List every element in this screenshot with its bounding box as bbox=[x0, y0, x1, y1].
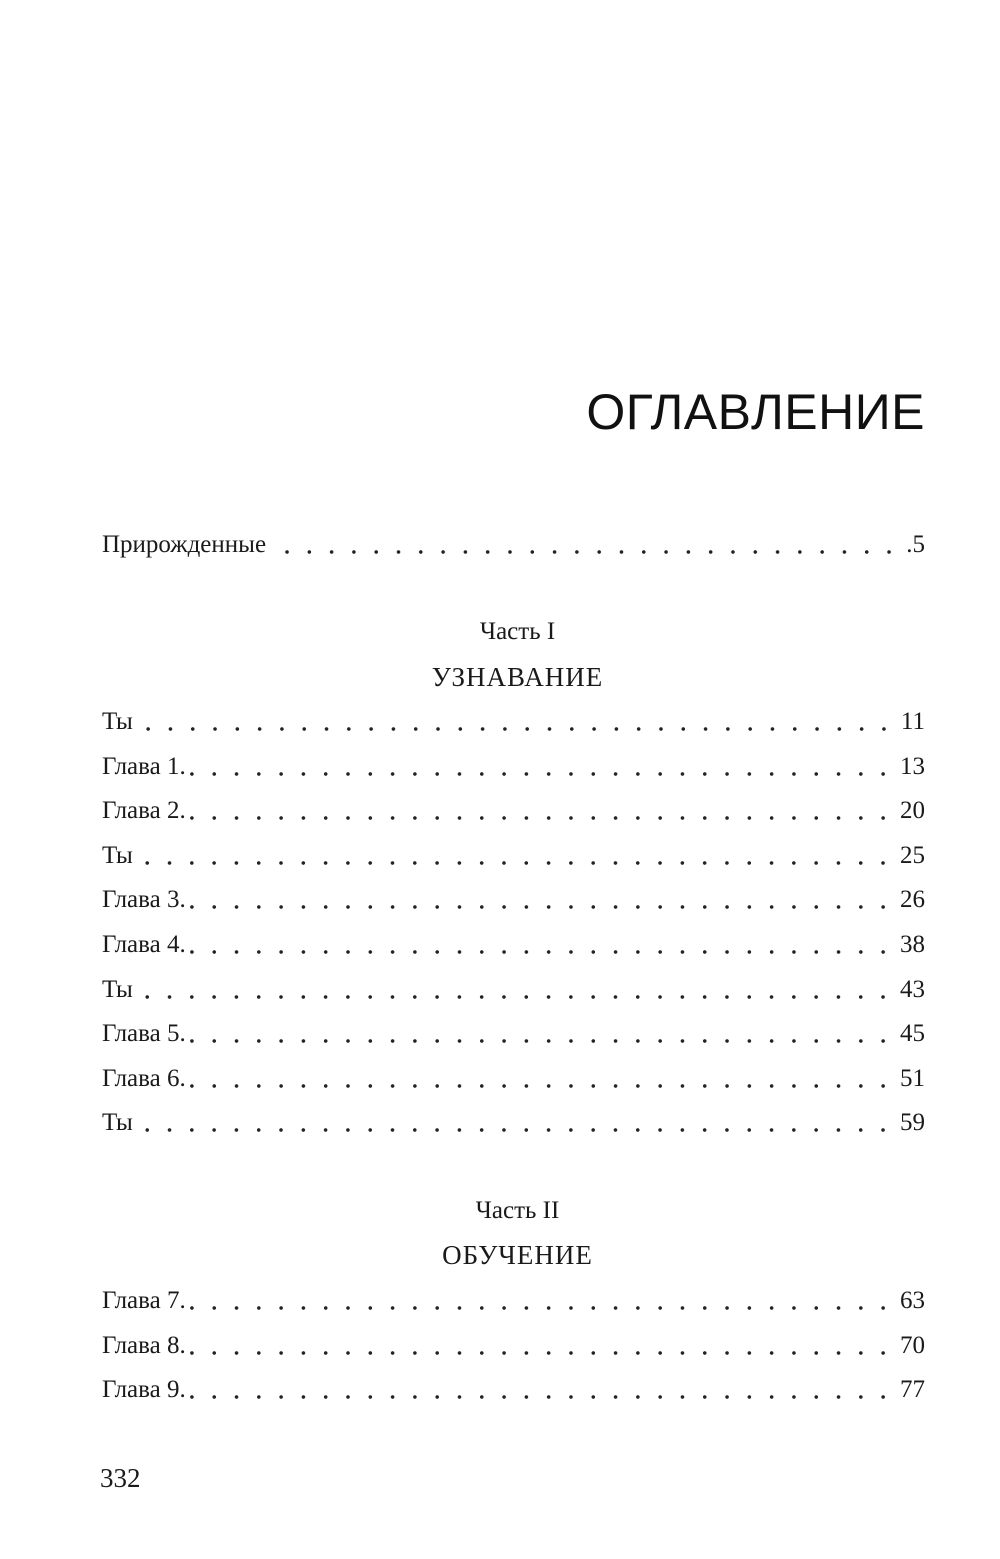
part-2-label: Часть II bbox=[475, 1197, 560, 1224]
dot-leader bbox=[186, 1373, 896, 1407]
dot-leader bbox=[186, 928, 896, 962]
toc-entry[interactable] bbox=[102, 973, 925, 1007]
toc-entry-label: Глава 9 bbox=[102, 1376, 180, 1404]
toc-entry-label: Ты bbox=[102, 708, 133, 735]
toc-entry-page: 38 bbox=[900, 931, 925, 958]
toc-entry-page: 11 bbox=[900, 708, 925, 735]
dot-leader bbox=[139, 973, 896, 1007]
toc-entry-page: 77 bbox=[900, 1376, 925, 1404]
toc-entry[interactable] bbox=[102, 1373, 925, 1407]
toc-entry[interactable] bbox=[102, 750, 925, 784]
toc-entry-page: 20 bbox=[900, 797, 925, 825]
dot-leader bbox=[186, 883, 896, 917]
dot-leader bbox=[139, 839, 896, 873]
toc-entry-page: 45 bbox=[900, 1020, 925, 1048]
label-period: . bbox=[179, 931, 186, 958]
toc-entry-page: 63 bbox=[900, 1287, 925, 1314]
toc-entry-label: Глава 3 bbox=[102, 886, 180, 914]
toc-entry[interactable] bbox=[102, 794, 925, 828]
label-period: . bbox=[179, 1020, 186, 1048]
dot-leader bbox=[186, 750, 896, 784]
part-1-label: Часть I bbox=[479, 618, 556, 645]
toc-entry[interactable] bbox=[102, 1284, 925, 1318]
toc-entry-page: 43 bbox=[900, 975, 925, 1003]
toc-entry[interactable] bbox=[102, 1017, 925, 1051]
toc-entry-label: Глава 2 bbox=[102, 797, 180, 825]
dot-leader bbox=[186, 1284, 896, 1318]
dot-leader bbox=[139, 1106, 896, 1140]
toc-entry-page: 51 bbox=[900, 1064, 925, 1092]
label-period: . bbox=[179, 1376, 186, 1404]
toc-entry-page: .5 bbox=[906, 531, 925, 558]
toc-entry-page: 25 bbox=[900, 841, 925, 869]
toc-entry-label: Глава 8 bbox=[102, 1331, 180, 1359]
dot-leader bbox=[186, 1017, 896, 1051]
dot-leader bbox=[186, 1062, 896, 1096]
dot-leader bbox=[186, 794, 896, 828]
toc-entry-label: Глава 1 bbox=[102, 752, 180, 780]
toc-entry-label: Ты bbox=[102, 1109, 133, 1137]
toc-entry-label: Глава 6 bbox=[102, 1064, 180, 1092]
toc-entry-page: 70 bbox=[900, 1331, 925, 1359]
label-period: . bbox=[179, 1064, 186, 1092]
toc-entry[interactable] bbox=[102, 1106, 925, 1140]
label-period: . bbox=[179, 1331, 186, 1359]
toc-entry-label: Глава 4 bbox=[102, 931, 180, 958]
toc-entry-label: Прирожденные bbox=[102, 531, 267, 558]
toc-entry[interactable] bbox=[102, 883, 925, 917]
toc-entry-page: 26 bbox=[900, 886, 925, 914]
toc-entry-label: Глава 5 bbox=[102, 1020, 180, 1048]
part-1-name: УЗНАВАНИЕ bbox=[431, 662, 604, 692]
toc-entry-label: Глава 7 bbox=[102, 1287, 180, 1314]
dot-leader bbox=[139, 705, 897, 739]
dot-leader bbox=[186, 1329, 896, 1363]
toc-entry-page: 13 bbox=[900, 752, 925, 780]
dot-leader bbox=[272, 528, 902, 562]
toc-entry[interactable] bbox=[102, 839, 925, 873]
label-period: . bbox=[179, 752, 186, 780]
toc-entry[interactable] bbox=[102, 705, 925, 739]
toc-entry-page: 59 bbox=[900, 1109, 925, 1137]
toc-entry[interactable] bbox=[102, 928, 925, 962]
toc-entry-label: Ты bbox=[102, 841, 133, 869]
toc-entry-prologue[interactable] bbox=[102, 528, 925, 562]
part-2-name: ОБУЧЕНИЕ bbox=[442, 1240, 593, 1270]
toc-entry-label: Ты bbox=[102, 975, 133, 1003]
toc-entry[interactable] bbox=[102, 1062, 925, 1096]
page-title: ОГЛАВЛЕНИЕ bbox=[586, 384, 925, 440]
page-number: 332 bbox=[100, 1463, 141, 1493]
toc-entry[interactable] bbox=[102, 1329, 925, 1363]
label-period: . bbox=[179, 797, 186, 825]
label-period: . bbox=[179, 1287, 186, 1314]
label-period: . bbox=[179, 886, 186, 914]
